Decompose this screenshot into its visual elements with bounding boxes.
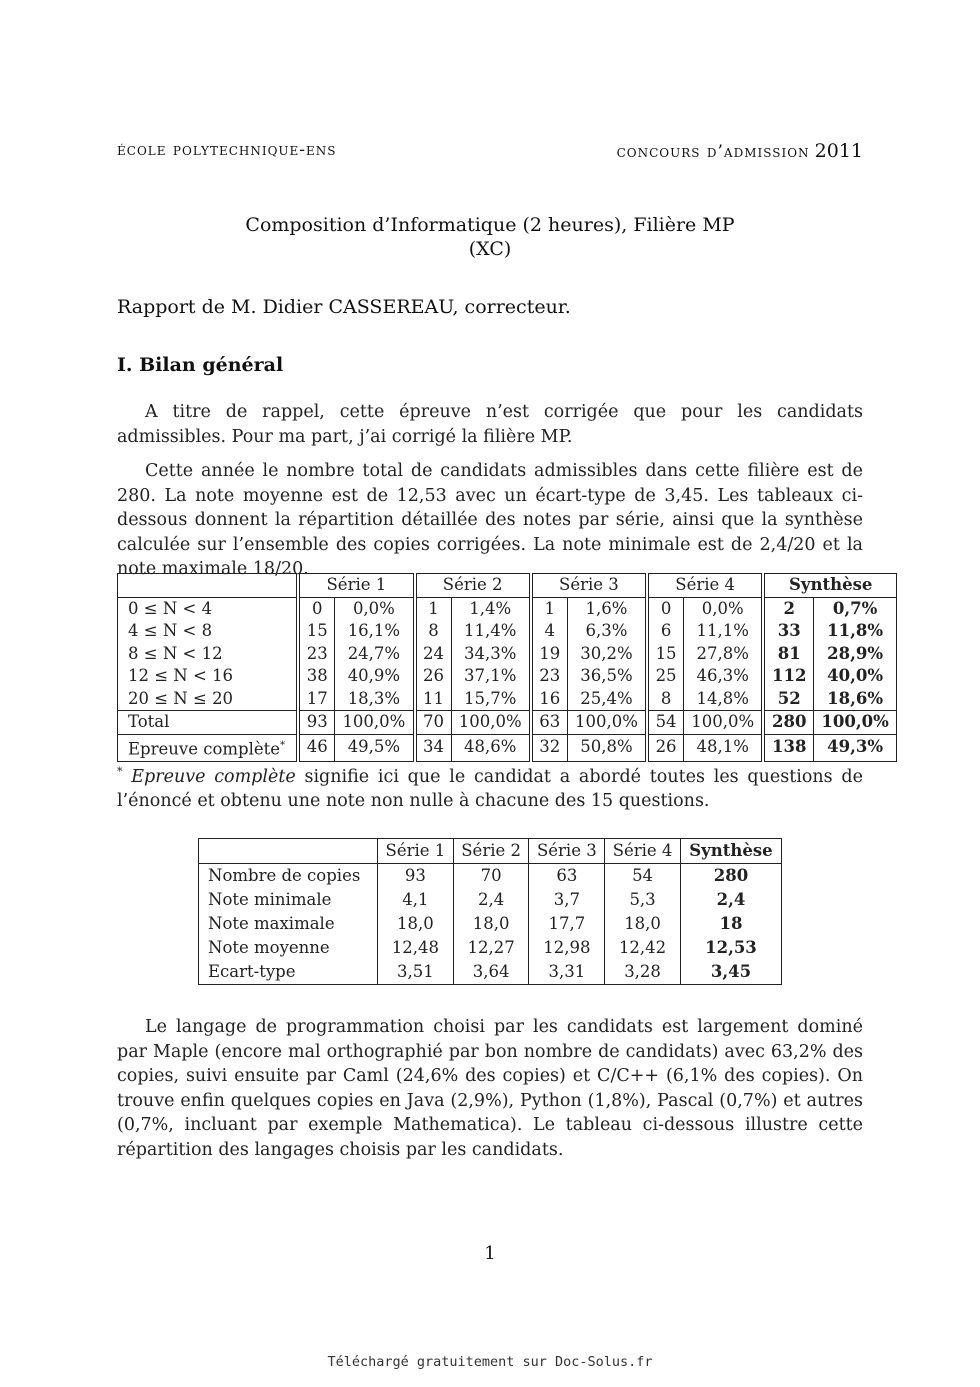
cell-count: 0 (647, 597, 684, 620)
cell-percent: 15,7% (451, 688, 531, 711)
cell-count: 70 (415, 711, 452, 735)
cell-count: 19 (531, 643, 568, 666)
row-label-text: Epreuve complète (128, 739, 281, 758)
cell-percent: 30,2% (567, 643, 647, 666)
cell-value: 12,48 (378, 936, 454, 960)
cell-value: 12,98 (529, 936, 605, 960)
cell-value: 2,4 (680, 888, 781, 912)
cell-count: 26 (647, 734, 684, 761)
table-body (118, 597, 897, 761)
row-label (118, 620, 299, 643)
cell-percent: 48,6% (451, 734, 531, 761)
table-row (199, 864, 782, 889)
cell-value: 18,0 (378, 912, 454, 936)
table-row (199, 936, 782, 960)
cell-percent: 37,1% (451, 665, 531, 688)
cell-count: 1 (531, 597, 568, 620)
cell-percent: 0,7% (814, 597, 897, 620)
summary-table (198, 838, 782, 985)
cell-value: 18 (680, 912, 781, 936)
cell-percent: 6,3% (567, 620, 647, 643)
cell-percent: 18,3% (335, 688, 415, 711)
cell-count: 16 (531, 688, 568, 711)
paragraph-intro (117, 400, 863, 449)
table-row (118, 665, 897, 688)
table-row (199, 960, 782, 985)
cell-value: 93 (378, 864, 454, 889)
header-exam (617, 140, 863, 162)
section-title: I. Bilan général (117, 354, 284, 376)
cell-value: 3,45 (680, 960, 781, 985)
cell-percent: 28,9% (814, 643, 897, 666)
page-number: 1 (484, 1243, 496, 1264)
paragraph-languages-text: Le langage de programmation choisi par les candidats est largement dominé par Maple (encore mal orthographié par bon nombre de candidats) avec 63,2% des copies, suivi ensuite par Caml (24,6% des copies) et C/C++ (6,1% des copies). On trouve enfin quelques copies en Java (2,9%), Python (1,8%), Pascal (0,7%) et autres (0,7%, incluant par exemple Mathematica). Le tableau ci-dessous illustre cette répartition des langages choisis par les candidats. (117, 1017, 863, 1160)
cell-value: 2,4 (453, 888, 529, 912)
cell-percent: 36,5% (567, 665, 647, 688)
table-row (118, 597, 897, 620)
paragraph-stats-text: Cette année le nombre total de candidats admissibles dans cette filière est de 280. La note moyenne est de 12,53 avec un écart-type de 3,45. Les tableaux ci-dessous donnent la répartition détaillée des notes par série, ainsi que la synthèse calculée sur l’ensemble des copies corrigées. La note minimale est de 2,4/20 et la note maximale 18/20. (117, 461, 863, 579)
cell-value: 12,42 (605, 936, 681, 960)
cell-count: 6 (647, 620, 684, 643)
cell-count: 4 (531, 620, 568, 643)
cell-count: 38 (298, 665, 335, 688)
table-header-synthese: Synthèse (680, 839, 781, 864)
row-label-text: 12 ≤ N < 16 (128, 666, 234, 685)
cell-value: 4,1 (378, 888, 454, 912)
table-header-serie: Série 1 (378, 839, 454, 864)
footnote-text: signifie ici que le candidat a abordé toutes les questions de l’énoncé et obtenu une note non nulle à chacune des 15 questions. (117, 766, 863, 812)
row-label-sup: * (280, 739, 286, 751)
cell-count: 24 (415, 643, 452, 666)
cell-value: 3,28 (605, 960, 681, 985)
row-label (118, 734, 299, 761)
cell-value: 3,31 (529, 960, 605, 985)
row-label-text: 4 ≤ N < 8 (128, 621, 213, 640)
cell-percent: 1,4% (451, 597, 531, 620)
table-header-synthese: Synthèse (763, 574, 896, 598)
cell-count: 138 (763, 734, 813, 761)
table-row (118, 620, 897, 643)
cell-percent: 0,0% (684, 597, 764, 620)
table-header-empty (118, 574, 299, 598)
table-header-serie: Série 3 (531, 574, 647, 598)
cell-value: 3,64 (453, 960, 529, 985)
row-label: Note maximale (208, 914, 335, 933)
cell-value: 3,7 (529, 888, 605, 912)
cell-value: 17,7 (529, 912, 605, 936)
cell-percent: 49,5% (335, 734, 415, 761)
row-label-text: 8 ≤ N < 12 (128, 643, 223, 663)
cell-count: 11 (415, 688, 452, 711)
table-header-serie: Série 1 (298, 574, 414, 598)
table-row (118, 734, 897, 761)
footnote-star: * (117, 765, 123, 778)
cell-value: 280 (680, 864, 781, 889)
cell-count: 81 (763, 643, 813, 666)
cell-percent: 34,3% (451, 643, 531, 666)
row-label (118, 688, 299, 711)
footnote (117, 760, 863, 814)
cell-value: 12,53 (680, 936, 781, 960)
cell-value: 12,27 (453, 936, 529, 960)
cell-percent: 100,0% (814, 711, 897, 735)
cell-count: 33 (763, 620, 813, 643)
table-row (199, 912, 782, 936)
cell-percent: 50,8% (567, 734, 647, 761)
cell-count: 93 (298, 711, 335, 735)
paragraph-stats (117, 459, 863, 582)
cell-percent: 100,0% (684, 711, 764, 735)
document-subtitle: (XC) (468, 238, 512, 260)
document-title: Composition d’Informatique (2 heures), Filière MP (245, 214, 735, 236)
row-label (118, 597, 299, 620)
table-header-row (118, 574, 897, 598)
cell-percent: 11,4% (451, 620, 531, 643)
report-author: Rapport de M. Didier CASSEREAU, correcteur. (117, 296, 571, 318)
table-header-serie: Série 4 (605, 839, 681, 864)
row-label (118, 665, 299, 688)
cell-percent: 14,8% (684, 688, 764, 711)
table-header-row (199, 839, 782, 864)
cell-count: 46 (298, 734, 335, 761)
row-label: Note minimale (208, 890, 332, 909)
cell-percent: 11,1% (684, 620, 764, 643)
table-header-serie: Série 3 (529, 839, 605, 864)
row-label (118, 711, 299, 735)
cell-percent: 1,6% (567, 597, 647, 620)
cell-percent: 24,7% (335, 643, 415, 666)
cell-count: 34 (415, 734, 452, 761)
cell-count: 280 (763, 711, 813, 735)
table-header-empty (199, 839, 378, 864)
cell-percent: 100,0% (335, 711, 415, 735)
table-body (199, 864, 782, 985)
cell-count: 17 (298, 688, 335, 711)
header-exam-year: 2011 (814, 140, 863, 162)
cell-percent: 100,0% (567, 711, 647, 735)
cell-count: 15 (647, 643, 684, 666)
cell-count: 23 (298, 643, 335, 666)
cell-count: 1 (415, 597, 452, 620)
cell-count: 25 (647, 665, 684, 688)
cell-count: 26 (415, 665, 452, 688)
row-label-text: 0 ≤ N < 4 (128, 598, 213, 618)
cell-percent: 0,0% (335, 597, 415, 620)
row-label-text: Total (128, 712, 170, 731)
cell-value: 18,0 (453, 912, 529, 936)
cell-count: 15 (298, 620, 335, 643)
cell-percent: 27,8% (684, 643, 764, 666)
cell-value: 63 (529, 864, 605, 889)
cell-count: 63 (531, 711, 568, 735)
row-label: Note moyenne (208, 938, 330, 957)
cell-count: 8 (415, 620, 452, 643)
paragraph-intro-text: A titre de rappel, cette épreuve n’est corrigée que pour les candidats admissibles. Pour ma part, j’ai corrigé la filière MP. (117, 402, 863, 447)
cell-value: 5,3 (605, 888, 681, 912)
cell-percent: 25,4% (567, 688, 647, 711)
cell-count: 0 (298, 597, 335, 620)
header-exam-label: concours d’admission (616, 142, 810, 162)
cell-percent: 18,6% (814, 688, 897, 711)
cell-count: 2 (763, 597, 813, 620)
cell-value: 3,51 (378, 960, 454, 985)
table-header-serie: Série 2 (415, 574, 531, 598)
table-header-serie: Série 2 (453, 839, 529, 864)
cell-percent: 46,3% (684, 665, 764, 688)
grade-distribution-table (117, 573, 897, 762)
row-label-text: 20 ≤ N ≤ 20 (128, 688, 234, 708)
cell-count: 8 (647, 688, 684, 711)
table-row (118, 688, 897, 711)
cell-count: 112 (763, 665, 813, 688)
cell-value: 54 (605, 864, 681, 889)
table-header-serie: Série 4 (647, 574, 763, 598)
row-label (118, 643, 299, 666)
cell-percent: 100,0% (451, 711, 531, 735)
paragraph-languages (117, 1015, 863, 1162)
row-label: Nombre de copies (208, 866, 361, 885)
cell-percent: 49,3% (814, 734, 897, 761)
footnote-term: Epreuve complète (131, 766, 296, 787)
footer-link[interactable]: Téléchargé gratuitement sur Doc-Solus.fr (327, 1354, 653, 1370)
cell-count: 54 (647, 711, 684, 735)
row-label: Ecart-type (208, 962, 296, 981)
cell-percent: 40,9% (335, 665, 415, 688)
cell-percent: 48,1% (684, 734, 764, 761)
cell-count: 52 (763, 688, 813, 711)
cell-percent: 40,0% (814, 665, 897, 688)
cell-percent: 11,8% (814, 620, 897, 643)
cell-count: 32 (531, 734, 568, 761)
table-row (118, 711, 897, 735)
header-school: école polytechnique-ens (117, 140, 337, 160)
table-row (118, 643, 897, 666)
table-row (199, 888, 782, 912)
cell-count: 23 (531, 665, 568, 688)
cell-percent: 16,1% (335, 620, 415, 643)
cell-value: 70 (453, 864, 529, 889)
cell-value: 18,0 (605, 912, 681, 936)
